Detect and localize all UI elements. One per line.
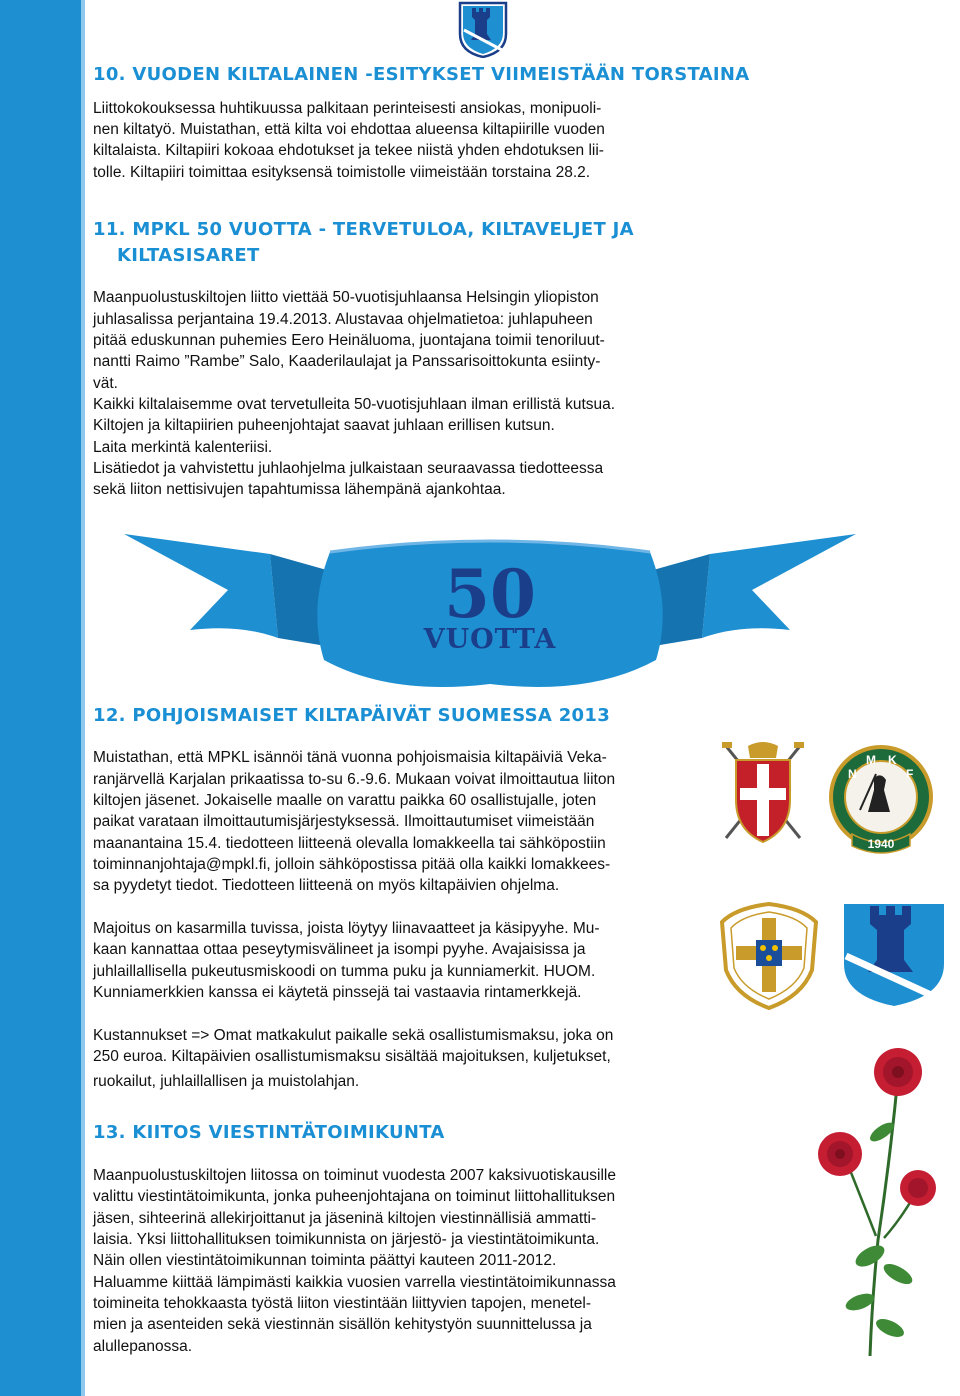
left-blue-bar xyxy=(0,0,81,1396)
section-12-line: ruokailut, juhlaillallisen ja muistolahjan. xyxy=(93,1073,360,1090)
section-11-line: Lisätiedot ja vahvistettu juhlaohjelma julkaistaan seuraavassa tiedotteessa xyxy=(93,460,604,477)
section-12-line: kaan kannattaa ottaa peseytymisvälineet ja isompi pyyhe. Avajaisissa ja xyxy=(93,941,586,958)
section-11-line: pitää eduskunnan puhemies Eero Heinäluoma, juontajana toimii tenoriluut- xyxy=(93,332,605,349)
nmkf-letter: M xyxy=(866,753,876,767)
section-11-line: juhlasalissa perjantaina 19.4.2013. Alustavaa ohjelmatietoa: juhlapuheen xyxy=(93,311,593,328)
section-13-line: toimineita tehokkaasta työstä liiton viestintään liittyvien tapojen, menetel- xyxy=(93,1295,591,1312)
section-11-line: Kaikki kiltalaisemme ovat tervetulleita 50-vuotisjuhlaan ilman erillistä kutsua. xyxy=(93,396,616,413)
fifty-years-ribbon-banner xyxy=(120,520,860,700)
swords-cross-emblem xyxy=(718,738,808,854)
roses-illustration xyxy=(786,1040,956,1360)
section-12-line: Kustannukset => Omat matkakulut paikalle sekä osallistumismaksu, joka on xyxy=(93,1027,614,1044)
nmkf-letter: K xyxy=(888,753,897,767)
section-10-line: nen kiltatyö. Muistathan, että kilta voi ehdottaa alueensa kiltapiirille vuoden xyxy=(93,121,605,138)
nmkf-letter: N xyxy=(848,767,857,781)
section-11-line: sekä liiton nettisivujen tapahtumissa lähempänä ajankohtaa. xyxy=(93,481,506,498)
section-13-line: Näin ollen viestintätoimikunnan toiminta päättyi kauteen 2011-2012. xyxy=(93,1252,557,1269)
section-12-line: Majoitus on kasarmilla tuvissa, joista löytyy liinavaatteet ja käsipyyhe. Mu- xyxy=(93,920,600,937)
section-11-line: vät. xyxy=(93,375,118,392)
section-10-line: tolle. Kiltapiiri toimittaa esityksensä toimistolle viimeistään torstaina 28.2. xyxy=(93,164,591,181)
section-12-line: sa pyydetyt tiedot. Tiedotteen liitteenä on myös kiltapäivien ohjelma. xyxy=(93,877,560,894)
section-12-line: paikat varataan ilmoittautumisjärjestyksessä. Ilmoittautumiset viimeistään xyxy=(93,813,595,830)
section-11-line: Laita merkintä kalenteriisi. xyxy=(93,439,273,456)
crowns-cross-emblem xyxy=(716,900,822,1012)
nmkf-year: 1940 xyxy=(867,837,895,851)
section-11-line: nantti Raimo ”Rambe” Salo, Kaaderilaulajat ja Panssarisoittokunta esiinty- xyxy=(93,353,601,370)
nmkf-letter: F xyxy=(906,767,914,781)
section-13-line: alullepanossa. xyxy=(93,1338,193,1355)
mpkl-tower-logo-top xyxy=(458,0,508,58)
section-10-heading: 10. VUODEN KILTALAINEN -ESITYKSET VIIMEISTÄÄN TORSTAINA xyxy=(93,64,750,85)
section-12-line: maanantaina 15.4. tiedotteen liitteenä olevalla lomakkeella tai sähköpostiin xyxy=(93,835,606,852)
section-13-line: valittu viestintätoimikunta, jonka puheenjohtajana on toiminut liittohallituksen xyxy=(93,1188,616,1205)
section-12-heading: 12. POHJOISMAISET KILTAPÄIVÄT SUOMESSA 2013 xyxy=(93,705,611,726)
section-11-line: Maanpuolustuskiltojen liitto viettää 50-vuotisjuhlaansa Helsingin yliopiston xyxy=(93,289,599,306)
section-12-line: ranjärvellä Karjalan prikaatissa to-su 6.-9.6. Mukaan voivat ilmoittautua liiton xyxy=(93,771,616,788)
section-12-line: 250 euroa. Kiltapäivien osallistumismaksu sisältää majoituksen, kuljetukset, xyxy=(93,1048,611,1065)
section-13-line: Haluamme kiittää lämpimästi kaikkia vuosien varrella viestintätoimikunnassa xyxy=(93,1274,616,1291)
section-12-line: Kunniamerkkien kanssa ei käytetä pinssejä tai vastaavia rintamerkkejä. xyxy=(93,984,582,1001)
mpkl-tower-emblem xyxy=(840,900,948,1008)
section-11-line: Kiltojen ja kiltapiirien puheenjohtajat saavat juhlaan erillisen kutsun. xyxy=(93,417,555,434)
section-12-line: toiminnanjohtaja@mpkl.fi, jolloin sähköpostissa pitää olla kaikki lomakkees- xyxy=(93,856,611,873)
section-13-line: mien ja asenteiden sekä viestinnän sisällön kehitystyön suunnittelussa ja xyxy=(93,1316,592,1333)
nmkf-1940-emblem xyxy=(826,742,936,860)
section-13-line: laisia. Yksi liittohallituksen toimikunnista on järjestö- ja viestintätoimikunta. xyxy=(93,1231,600,1248)
section-10-line: kiltalaista. Kiltapiiri kokoaa ehdotukset ja tekee niistä yhden ehdotuksen lii- xyxy=(93,142,604,159)
section-13-line: Maanpuolustuskiltojen liitossa on toiminut vuodesta 2007 kaksivuotiskausille xyxy=(93,1167,616,1184)
section-13-heading: 13. KIITOS VIESTINTÄTOIMIKUNTA xyxy=(93,1122,445,1143)
section-11-heading: 11. MPKL 50 VUOTTA - TERVETULOA, KILTAVELJET JA xyxy=(93,219,634,240)
section-10-line: Liittokokouksessa huhtikuussa palkitaan perinteisesti ansiokas, monipuoli- xyxy=(93,100,602,117)
banner-number: 50 xyxy=(444,555,536,633)
section-12-line: juhlaillallisella pukeutusmiskoodi on tumma puku ja kunniamerkit. HUOM. xyxy=(93,963,596,980)
section-13-line: jäsen, sihteerinä allekirjoittanut ja jäseninä kiltojen viestinnällisiä ammatti- xyxy=(93,1210,597,1227)
section-11-heading-cont: KILTASISARET xyxy=(117,245,260,266)
section-12-line: kiltojen jäsenet. Jokaiselle maalle on varattu paikka 60 osallistujalle, joten xyxy=(93,792,597,809)
section-12-line: Muistathan, että MPKL isännöi tänä vuonna pohjoismaisia kiltapäiviä Veka- xyxy=(93,749,607,766)
banner-word: VUOTTA xyxy=(423,624,557,655)
